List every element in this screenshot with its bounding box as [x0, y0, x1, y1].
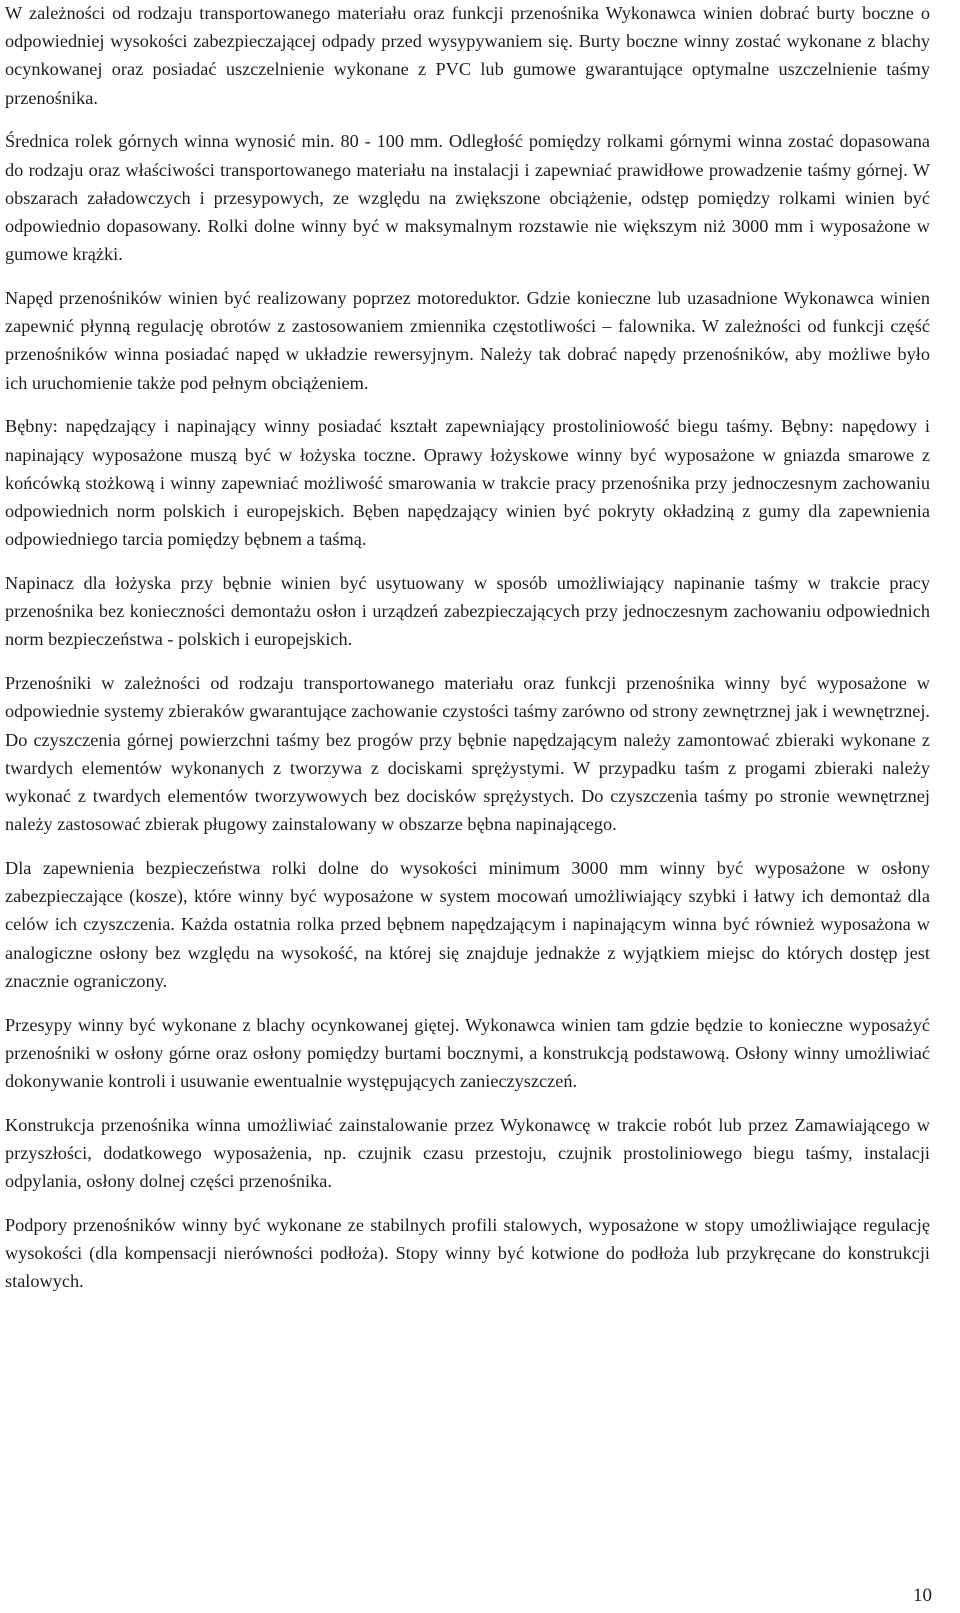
paragraph-side-walls: W zależności od rodzaju transportowanego materiału oraz funkcji przenośnika Wykonawca winien dobrać burty boczne o odpowiedniej wysokości zabezpieczającej odpady przed wysypywaniem się. Burty boczne winny zostać wykonane z blachy ocynkowanej oraz posiadać uszczelnienie wykonane z PVC lub gumowe gwarantujące optymalne uszczelnienie taśmy przenośnika. [5, 3, 930, 108]
paragraph-scrapers: Przenośniki w zależności od rodzaju transportowanego materiału oraz funkcji przenośnika winny być wyposażone w odpowiednie systemy zbieraków gwarantujące zachowanie czystości taśmy zarówno od strony zewnętrznej jak i wewnętrznej. Do czyszczenia górnej powierzchni taśmy bez progów przy bębnie napędzającym należy zamontować zbieraki wykonane z twardych elementów wykonanych z tworzywa z dociskami sprężystymi. W przypadku taśm z progami zbieraki należy wykonać z twardych elementów tworzywowych bez docisków sprężystych. Do czyszczenia taśmy po stronie wewnętrznej należy zastosować zbierak pługowy zainstalowany w obszarze bębna napinającego. [5, 673, 930, 835]
document-body [5, 0, 930, 1311]
page-number: 10 [913, 1585, 932, 1606]
paragraph-chutes: Przesypy winny być wykonane z blachy ocynkowanej giętej. Wykonawca winien tam gdzie będzie to konieczne wyposażyć przenośniki w osłony górne oraz osłony pomiędzy burtami bocznymi, a konstrukcją podstawową. Osłony winny umożliwiać dokonywanie kontroli i usuwanie ewentualnie występujących zanieczyszczeń. [5, 1014, 930, 1092]
paragraph-drive: Napęd przenośników winien być realizowany poprzez motoreduktor. Gdzie konieczne lub uzasadnione Wykonawca winien zapewnić płynną regulację obrotów z zastosowaniem zmiennika częstotliwości – falownika. W zależności od funkcji część przenośników winna posiadać napęd w układzie rewersyjnym. Należy tak dobrać napędy przenośników, aby możliwe było ich uruchomienie także pod pełnym obciążeniem. [5, 288, 930, 393]
paragraph-safety-guards: Dla zapewnienia bezpieczeństwa rolki dolne do wysokości minimum 3000 mm winny być wyposażone w osłony zabezpieczające (kosze), które winny być wyposażone w system mocowań umożliwiający szybki i łatwy ich demontaż dla celów ich czyszczenia. Każda ostatnia rolka przed bębnem napędzającym i napinającym winna być również wyposażona w analogiczne osłony bez względu na wysokość, na której się znajduje jednakże z wyjątkiem miejsc do których dostęp jest znacznie ograniczony. [5, 858, 930, 991]
paragraph-construction: Konstrukcja przenośnika winna umożliwiać zainstalowanie przez Wykonawcę w trakcie robót lub przez Zamawiającego w przyszłości, dodatkowego wyposażenia, np. czujnik czasu przestoju, czujnik prostoliniowego biegu taśmy, instalacji odpylania, osłony dolnej części przenośnika. [5, 1114, 930, 1192]
paragraph-supports: Podpory przenośników winny być wykonane ze stabilnych profili stalowych, wyposażone w stopy umożliwiające regulację wysokości (dla kompensacji nierówności podłoża). Stopy winny być kotwione do podłoża lub przykręcane do konstrukcji stalowych. [5, 1215, 930, 1292]
paragraph-drums: Bębny: napędzający i napinający winny posiadać kształt zapewniający prostoliniowość biegu taśmy. Bębny: napędowy i napinający wyposażone muszą być w łożyska toczne. Oprawy łożyskowe winny być wyposażone w gniazda smarowe z końcówką stożkową i winny zapewniać możliwość smarowania w trakcie pracy przenośnika przy jednoczesnym zachowaniu odpowiednich norm polskich i europejskich. Bęben napędzający winien być pokryty okładziną z gumy dla zapewnienia odpowiedniego tarcia pomiędzy bębnem a taśmą. [5, 416, 930, 550]
paragraph-tensioner: Napinacz dla łożyska przy bębnie winien być usytuowany w sposób umożliwiający napinanie taśmy w trakcie pracy przenośnika bez konieczności demontażu osłon i urządzeń zabezpieczających przy jednoczesnym zachowaniu odpowiednich norm bezpieczeństwa - polskich i europejskich. [5, 573, 930, 650]
paragraph-upper-rollers: Średnica rolek górnych winna wynosić min. 80 - 100 mm. Odległość pomiędzy rolkami górnymi winna zostać dopasowana do rodzaju oraz właściwości transportowanego materiału na instalacji i zapewniać prawidłowe prowadzenie taśmy górnej. W obszarach załadowczych i przesypowych, ze względu na zwiększone obciążenie, odstęp pomiędzy rolkami winien być odpowiednio dopasowany. Rolki dolne winny być w maksymalnym rozstawie nie większym niż 3000 mm i wyposażone w gumowe krążki. [5, 131, 930, 265]
